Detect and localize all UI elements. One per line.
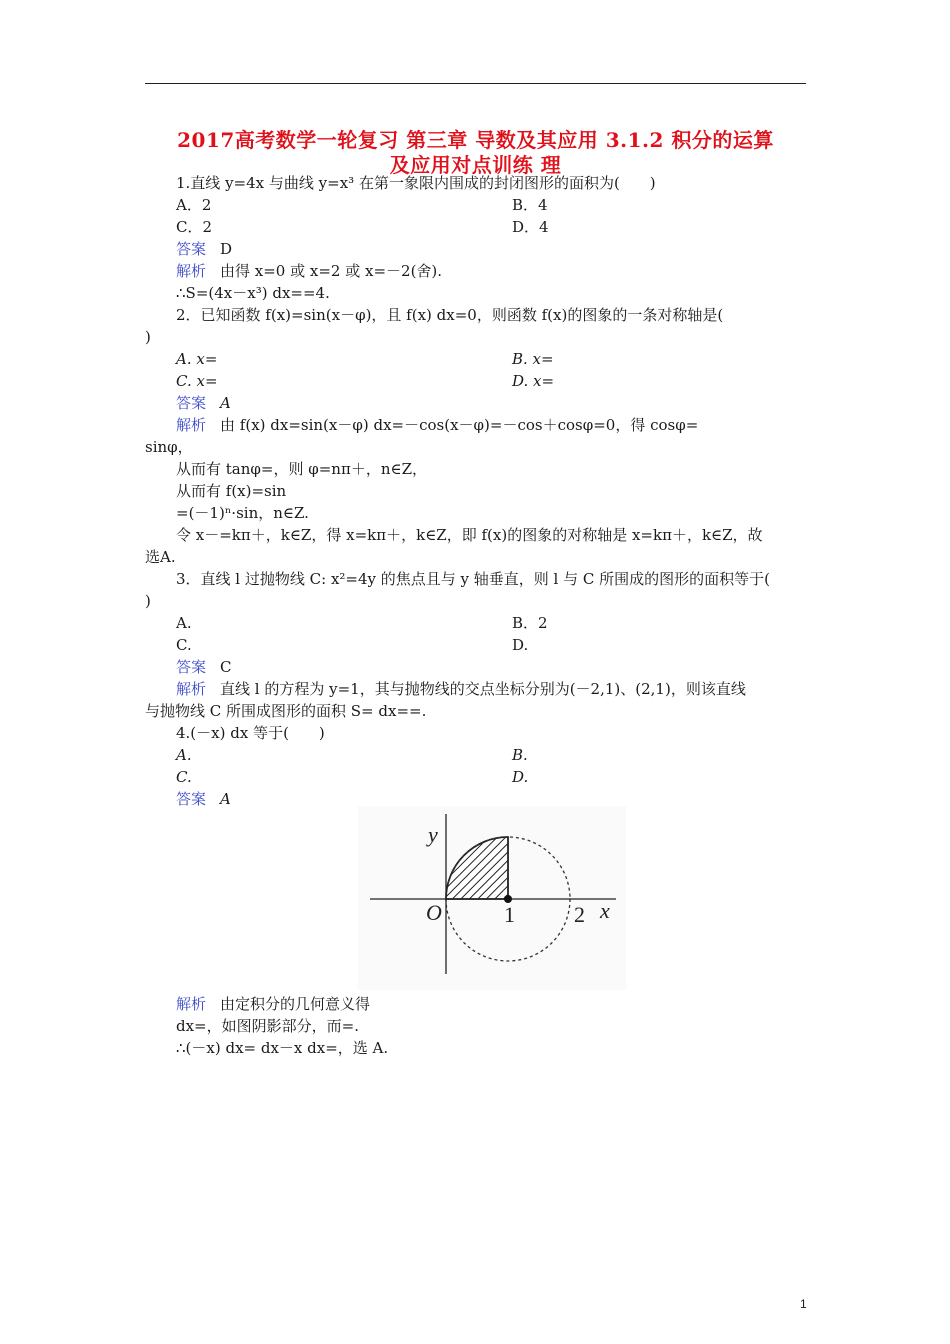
q1-analysis: 由得 x=0 或 x=2 或 x=－2(舍). xyxy=(220,262,443,280)
tick-2-label: 2 xyxy=(574,902,585,927)
q4-figure xyxy=(358,806,626,994)
q3-option-c: C. xyxy=(176,636,192,654)
tick-1-label: 1 xyxy=(504,902,515,927)
analysis-label: 解析 xyxy=(176,262,207,280)
q4-analysis-line-2: dx=，如图阴影部分，而=. xyxy=(176,1017,359,1035)
q3-analysis-line-2: 与抛物线 C 所围成图形的面积 S= dx==. xyxy=(145,702,427,720)
q1-result: ∴S=(4x－x³) dx==4. xyxy=(176,284,330,302)
y-axis-label: y xyxy=(428,822,438,847)
answer-label: 答案 xyxy=(176,394,207,412)
q4-option-d: D. xyxy=(512,768,529,786)
q3-analysis-line-1: 直线 l 的方程为 y=1，其与抛物线的交点坐标分别为(－2,1)、(2,1)，则该直线 xyxy=(220,680,746,698)
q1-stem: 1.直线 y=4x 与曲线 y=x³ 在第一象限内围成的封闭图形的面积为( ) xyxy=(176,174,656,192)
analysis-label: 解析 xyxy=(176,995,207,1013)
analysis-label: 解析 xyxy=(176,680,207,698)
q4-analysis-line-3: ∴(－x) dx= dx－x dx=，选 A. xyxy=(176,1039,389,1057)
header-rule xyxy=(145,83,806,84)
q4-option-b: B. xyxy=(512,746,528,764)
q1-option-a: A．2 xyxy=(176,196,212,214)
analysis-label: 解析 xyxy=(176,416,207,434)
q2-analysis-line-2: sinφ， xyxy=(145,438,193,456)
document-title-line-1: 2017高考数学一轮复习 第三章 导数及其应用 3.1.2 积分的运算 xyxy=(177,128,774,152)
q2-option-a: A. x= xyxy=(176,350,218,368)
q2-answer-row xyxy=(176,394,231,412)
page-number: 1 xyxy=(800,1297,807,1311)
q1-option-d: D．4 xyxy=(512,218,549,236)
q2-analysis-row xyxy=(176,416,698,434)
answer-label: 答案 xyxy=(176,658,207,676)
q2-stem-line-2: ) xyxy=(145,328,151,346)
q1-analysis-row xyxy=(176,262,442,280)
q2-analysis-line-1: 由 f(x) dx=sin(x－φ) dx=－cos(x－φ)=－cos＋cosφ=0，得 cosφ= xyxy=(220,416,699,434)
q3-answer-row xyxy=(176,658,232,676)
q2-answer: A xyxy=(220,394,231,412)
q3-answer: C xyxy=(220,658,232,676)
q2-analysis-line-6: 令 x－=kπ＋，k∈Z，得 x=kπ＋，k∈Z，即 f(x)的图象的对称轴是 x=kπ＋，k∈Z，故 xyxy=(176,526,763,544)
q3-analysis-row xyxy=(176,680,746,698)
q2-analysis-line-5: =(－1)ⁿ·sin，n∈Z. xyxy=(176,504,309,522)
q4-stem: 4.(－x) dx 等于( ) xyxy=(176,724,325,742)
q4-answer: A xyxy=(220,790,231,808)
q4-analysis-line-1: 由定积分的几何意义得 xyxy=(220,995,371,1013)
answer-label: 答案 xyxy=(176,790,207,808)
q2-analysis-line-7: 选A. xyxy=(145,548,176,566)
q4-option-c: C. xyxy=(176,768,192,786)
q2-option-d: D. x= xyxy=(512,372,555,390)
document-title-line-2: 及应用对点训练 理 xyxy=(389,153,562,177)
q4-option-a: A. xyxy=(176,746,192,764)
origin-label: O xyxy=(426,900,442,925)
q2-analysis-line-3: 从而有 tanφ=，则 φ=nπ＋，n∈Z， xyxy=(176,460,428,478)
x-axis-label: x xyxy=(600,898,610,923)
q2-option-b: B. x= xyxy=(512,350,554,368)
q3-stem-line-2: ) xyxy=(145,592,151,610)
q2-option-c: C. x= xyxy=(176,372,218,390)
q4-answer-row xyxy=(176,790,231,808)
q3-option-d: D. xyxy=(512,636,529,654)
q1-option-b: B．4 xyxy=(512,196,548,214)
circle-diagram xyxy=(358,806,626,990)
q3-stem-line-1: 3．直线 l 过抛物线 C: x²=4y 的焦点且与 y 轴垂直，则 l 与 C 所围成的图形的面积等于( xyxy=(176,570,770,588)
q2-analysis-line-4: 从而有 f(x)=sin xyxy=(176,482,287,500)
q4-analysis-row xyxy=(176,995,370,1013)
q1-answer: D xyxy=(220,240,233,258)
answer-label: 答案 xyxy=(176,240,207,258)
q1-option-c: C．2 xyxy=(176,218,213,236)
q2-stem-line-1: 2．已知函数 f(x)=sin(x－φ)，且 f(x) dx=0，则函数 f(x)的图象的一条对称轴是( xyxy=(176,306,724,324)
q3-option-a: A. xyxy=(176,614,192,632)
q1-answer-row xyxy=(176,240,232,258)
q3-option-b: B．2 xyxy=(512,614,548,632)
